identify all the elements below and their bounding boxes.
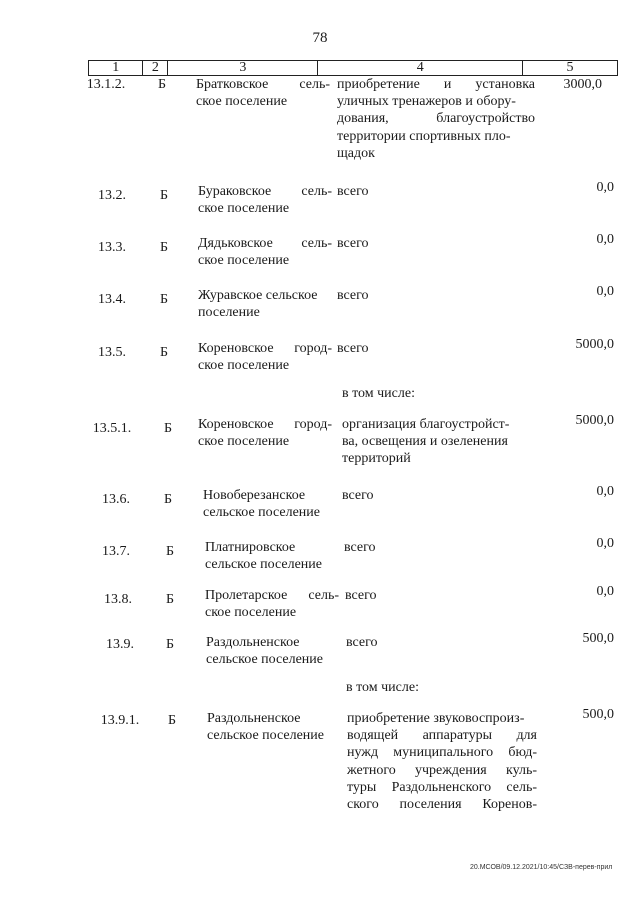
row-purpose: приобретение звуковоспроиз- водящей аппаратуры для нужд муниципального бюд- жетного учреждения куль- туры Раздольненского сель- ского поселения Коренов-: [347, 711, 537, 813]
row-category: Б: [159, 188, 169, 203]
row-settlement: Раздольненское сельское поселение: [206, 635, 323, 668]
column-header-5: 5: [523, 61, 618, 76]
row-category: Б: [165, 544, 175, 559]
row-purpose: всего: [337, 341, 369, 356]
row-category: Б: [157, 77, 167, 92]
row-amount: 5000,0: [575, 413, 614, 428]
row-number: 13.6.: [102, 492, 130, 507]
row-purpose: всего: [337, 288, 369, 303]
row-category: Б: [165, 592, 175, 607]
row-category: Б: [167, 713, 177, 728]
including-label: в том числе:: [342, 386, 415, 401]
row-category: Б: [159, 240, 169, 255]
row-category: Б: [163, 421, 173, 436]
row-number: 13.5.: [98, 345, 126, 360]
row-purpose: всего: [337, 184, 369, 199]
row-number: 13.5.1.: [92, 421, 132, 436]
row-purpose: приобретение и установка уличных тренажеров и обору- дования, благоустройство территории спортивных пло- щадок: [337, 77, 535, 161]
footer-stamp: 20.МСОВ/09.12.2021/10:45/СЗВ-перев-прил: [470, 864, 613, 871]
column-header-4: 4: [318, 61, 523, 76]
row-number: 13.9.: [106, 637, 134, 652]
row-number: 13.9.1.: [100, 713, 140, 728]
row-purpose: всего: [345, 588, 377, 603]
page-number: 78: [312, 30, 328, 46]
row-category: Б: [159, 292, 169, 307]
row-amount: 0,0: [596, 232, 614, 247]
row-settlement: Братковское сель- ское поселение: [196, 77, 330, 110]
row-settlement: Дядьковское сель- ское поселение: [198, 236, 332, 269]
row-number: 13.8.: [104, 592, 132, 607]
row-amount: 500,0: [582, 707, 614, 722]
row-amount: 3000,0: [563, 77, 602, 92]
row-settlement: Бураковское сель- ское поселение: [198, 184, 332, 217]
row-amount: 0,0: [596, 536, 614, 551]
row-settlement: Кореновское город- ское поселение: [198, 341, 332, 374]
row-amount: 0,0: [596, 180, 614, 195]
row-purpose: всего: [337, 236, 369, 251]
row-number: 13.3.: [98, 240, 126, 255]
row-purpose: организация благоустройст- ва, освещения и озеленения территорий: [342, 417, 510, 467]
row-amount: 500,0: [582, 631, 614, 646]
column-header-1: 1: [89, 61, 143, 76]
row-number: 13.1.2.: [86, 77, 126, 92]
row-settlement: Новоберезанское сельское поселение: [203, 488, 320, 521]
column-header-table: [88, 60, 618, 76]
including-label: в том числе:: [346, 680, 419, 695]
row-purpose: всего: [344, 540, 376, 555]
row-settlement: Раздольненское сельское поселение: [207, 711, 324, 744]
row-number: 13.4.: [98, 292, 126, 307]
row-settlement: Платнировское сельское поселение: [205, 540, 322, 573]
row-number: 13.7.: [102, 544, 130, 559]
row-settlement: Журавское сельское поселение: [198, 288, 318, 321]
row-amount: 0,0: [596, 284, 614, 299]
row-amount: 0,0: [596, 484, 614, 499]
row-purpose: всего: [342, 488, 374, 503]
row-category: Б: [163, 492, 173, 507]
column-header-2: 2: [143, 61, 168, 76]
row-purpose: всего: [346, 635, 378, 650]
row-number: 13.2.: [98, 188, 126, 203]
row-settlement: Пролетарское сель- ское поселение: [205, 588, 339, 621]
row-settlement: Кореновское город- ское поселение: [198, 417, 332, 450]
row-amount: 0,0: [596, 584, 614, 599]
row-amount: 5000,0: [575, 337, 614, 352]
row-category: Б: [165, 637, 175, 652]
column-header-3: 3: [168, 61, 318, 76]
row-category: Б: [159, 345, 169, 360]
